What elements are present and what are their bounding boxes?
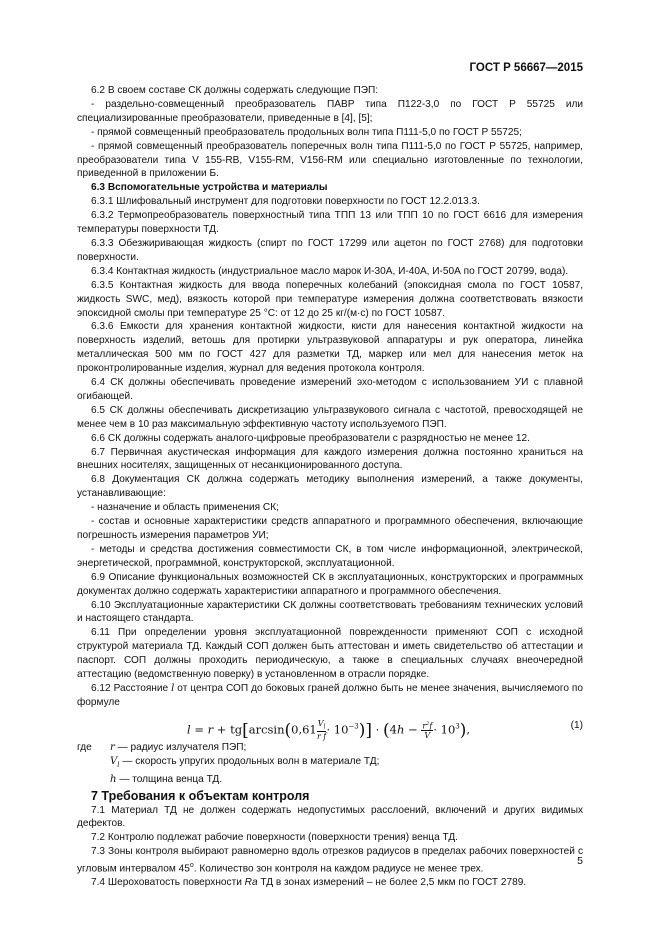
para-6-2-intro: 6.2 В своем составе СК должны содержать следующие ПЭП: xyxy=(91,85,379,96)
para-6-3-5: 6.3.5 Контактная жидкость для ввода поперечных колебаний (эпоксидная смола по ГОСТ 10587, жидкость SWC, мед), вязкость которой при температуре измерения должна соответствовать вязкости эпоксидной смолы при температуре 25 °С: от 12 до 25 кг/(м·с) по ГОСТ 10587. xyxy=(77,279,583,319)
para-6-3-2: 6.3.2 Термопреобразователь поверхностный типа ТПП 13 или ТПП 10 по ГОСТ 6616 для измерения температуры поверхности ТД. xyxy=(77,210,583,236)
para-7-2: 7.2 Контролю подлежат рабочие поверхности (поверхности трения) венца ТД. xyxy=(91,832,458,844)
para-7-3-end: . Количество зон контроля на каждом радиусе не менее трех. xyxy=(193,863,484,875)
para-7-4-start: 7.4 Шероховатость поверхности xyxy=(91,877,245,889)
para-6-8-item-2: - состав и основные характеристики средств аппаратного и программного обеспечения, включающие погрешность измерения параметров УИ; xyxy=(77,516,583,541)
para-6-4: 6.4 СК должны обеспечивать проведение измерений эхо-методом с использованием УИ с плавной огибающей. xyxy=(77,377,583,402)
where-r-text: — радиус излучателя ПЭП; xyxy=(114,741,247,753)
para-6-2-item-3: - прямой совмещенный преобразователь поперечных волн типа П111-5,0 по ГОСТ Р 55725, например, преобразователи типа V 155-RB, V155-RM, V156-RM или специально изготовленные по технологии, приведенной в приложении Б. xyxy=(77,140,583,180)
where-row-h xyxy=(77,773,583,787)
para-6-2-item-1: - раздельно-совмещенный преобразователь ПАВР типа П122-3,0 по ГОСТ Р 55725 или специализированные преобразователи, приведенные в [4], [5]; xyxy=(77,98,583,124)
page-number: 5 xyxy=(577,855,583,867)
para-7-3-start: 7.3 Зоны контроля выбирают равномерно вдоль отрезков радиусов в пределах рабочих поверхностей с угловым интервалом 45 xyxy=(77,846,583,875)
para-6-8-item-3: - методы и средства достижения совместимости СК, в том числе информационной, электрической, энергетической, программной, конструкторской, эксплуатационной. xyxy=(77,543,583,569)
para-6-2-item-2: - прямой совмещенный преобразователь продольных волн типа П111-5,0 по ГОСТ Р 55725; xyxy=(91,126,522,138)
para-6-9: 6.9 Описание функциональных возможностей СК в эксплуатационных, конструкторских и программных документах должно содержать характеристики аппаратного и программного обеспечения. xyxy=(77,571,583,597)
para-6-11: 6.11 При определении уровня эксплуатационной поврежденности применяют СОП с исходной структурой материала ТД. Каждый СОП должен быть аттестован и иметь свидетельство об аттестации и паспорт. СОП должны проходить периодическую, а также в специальных случаях внеочередной аттестацию (ведомственную поверку) в установленном в отрасли порядке. xyxy=(77,627,583,681)
para-7-1: 7.1 Материал ТД не должен содержать недопустимых расслоений, включений и других видимых дефектов. xyxy=(77,804,583,830)
para-6-8: 6.8 Документация СК должна содержать методику выполнения измерений, а также документы, устанавливающие: xyxy=(77,474,583,500)
symbol-v-sub: l xyxy=(117,760,120,769)
para-7-4-end: ТД в зонах измерений – не более 2,5 мкм по ГОСТ 2789. xyxy=(257,877,527,889)
para-7-3 xyxy=(77,845,583,876)
para-6-12-end: от центра СОП до боковых граней должно быть не менее значения, вычисляемого по формуле xyxy=(77,682,583,708)
where-label: где xyxy=(77,741,92,753)
para-6-3-4: 6.3.4 Контактная жидкость (индустриальное масло марок И-30А, И-40А, И-50А по ГОСТ 20799, вода). xyxy=(91,265,569,277)
para-6-3-3: 6.3.3 Обезжиривающая жидкость (спирт по ГОСТ 17299 или ацетон по ГОСТ 2768) для подготовки поверхности. xyxy=(77,237,583,263)
para-6-12 xyxy=(77,682,583,710)
para-6-8-item-1: - назначение и область применения СК; xyxy=(91,502,279,514)
degree-mark: о xyxy=(189,862,194,870)
document-body xyxy=(77,84,583,890)
symbol-h: h xyxy=(110,773,117,785)
symbol-v: V xyxy=(110,755,118,767)
para-6-3-1: 6.3.1 Шлифовальный инструмент для подготовки поверхности по ГОСТ 12.2.013.3. xyxy=(91,196,480,208)
para-6-10: 6.10 Эксплуатационные характеристики СК должны соответствовать требованиям технических условий и настоящего стандарта. xyxy=(77,599,583,625)
para-6-7: 6.7 Первичная акустическая информация для каждого измерения должна постоянно храниться на внешних носителях, защищенных от несанкционированного доступа. xyxy=(77,446,583,472)
where-vl-text: — скорость упругих продольных волн в материале ТД; xyxy=(119,755,380,767)
symbol-ra: Ra xyxy=(244,877,258,889)
para-6-6: 6.6 СК должны содержать аналого-цифровые преобразователи с разрядностью не менее 12. xyxy=(91,432,530,444)
where-row-r xyxy=(77,741,583,755)
symbol-l: l xyxy=(171,682,175,694)
where-h-text: — толщина венца ТД. xyxy=(116,773,223,785)
heading-6-3: 6.3 Вспомогательные устройства и материалы xyxy=(91,182,328,194)
para-6-3-6: 6.3.6 Емкости для хранения контактной жидкости, кисти для нанесения контактной жидкости на поверхность изделий, ветошь для протирки ультразвуковой аппаратуры и рук оператора, линейка металлическая 500 мм по ГОСТ 427 для разметки ТД, маркер или мел для нанесения меток на проконтролированные изделия, журнал для ведения протокола контроля. xyxy=(77,321,583,375)
formula-expression: l = r + tg[arcsin(0,61 $\frac{V_l}{\text{r f}}$ · $10^{-3})] \cdot (4h$ − $\frac{r^2f}{V}$ · $10^3$), xyxy=(187,718,471,742)
formula-number: (1) xyxy=(570,719,583,731)
para-7-4 xyxy=(77,876,583,890)
where-row-vl xyxy=(77,755,583,773)
para-6-5: 6.5 СК должны обеспечивать дискретизацию ультразвукового сигнала с частотой, превосходящей не менее чем в 10 раз максимальную эффективную частоту используемого ПЭП. xyxy=(77,404,583,430)
symbol-r: r xyxy=(110,741,115,753)
standard-header: ГОСТ Р 56667—2015 xyxy=(469,62,583,74)
formula-1 xyxy=(77,712,583,740)
heading-7: 7 Требования к объектам контроля xyxy=(91,788,310,803)
para-6-12-start: 6.12 Расстояние xyxy=(91,682,169,694)
